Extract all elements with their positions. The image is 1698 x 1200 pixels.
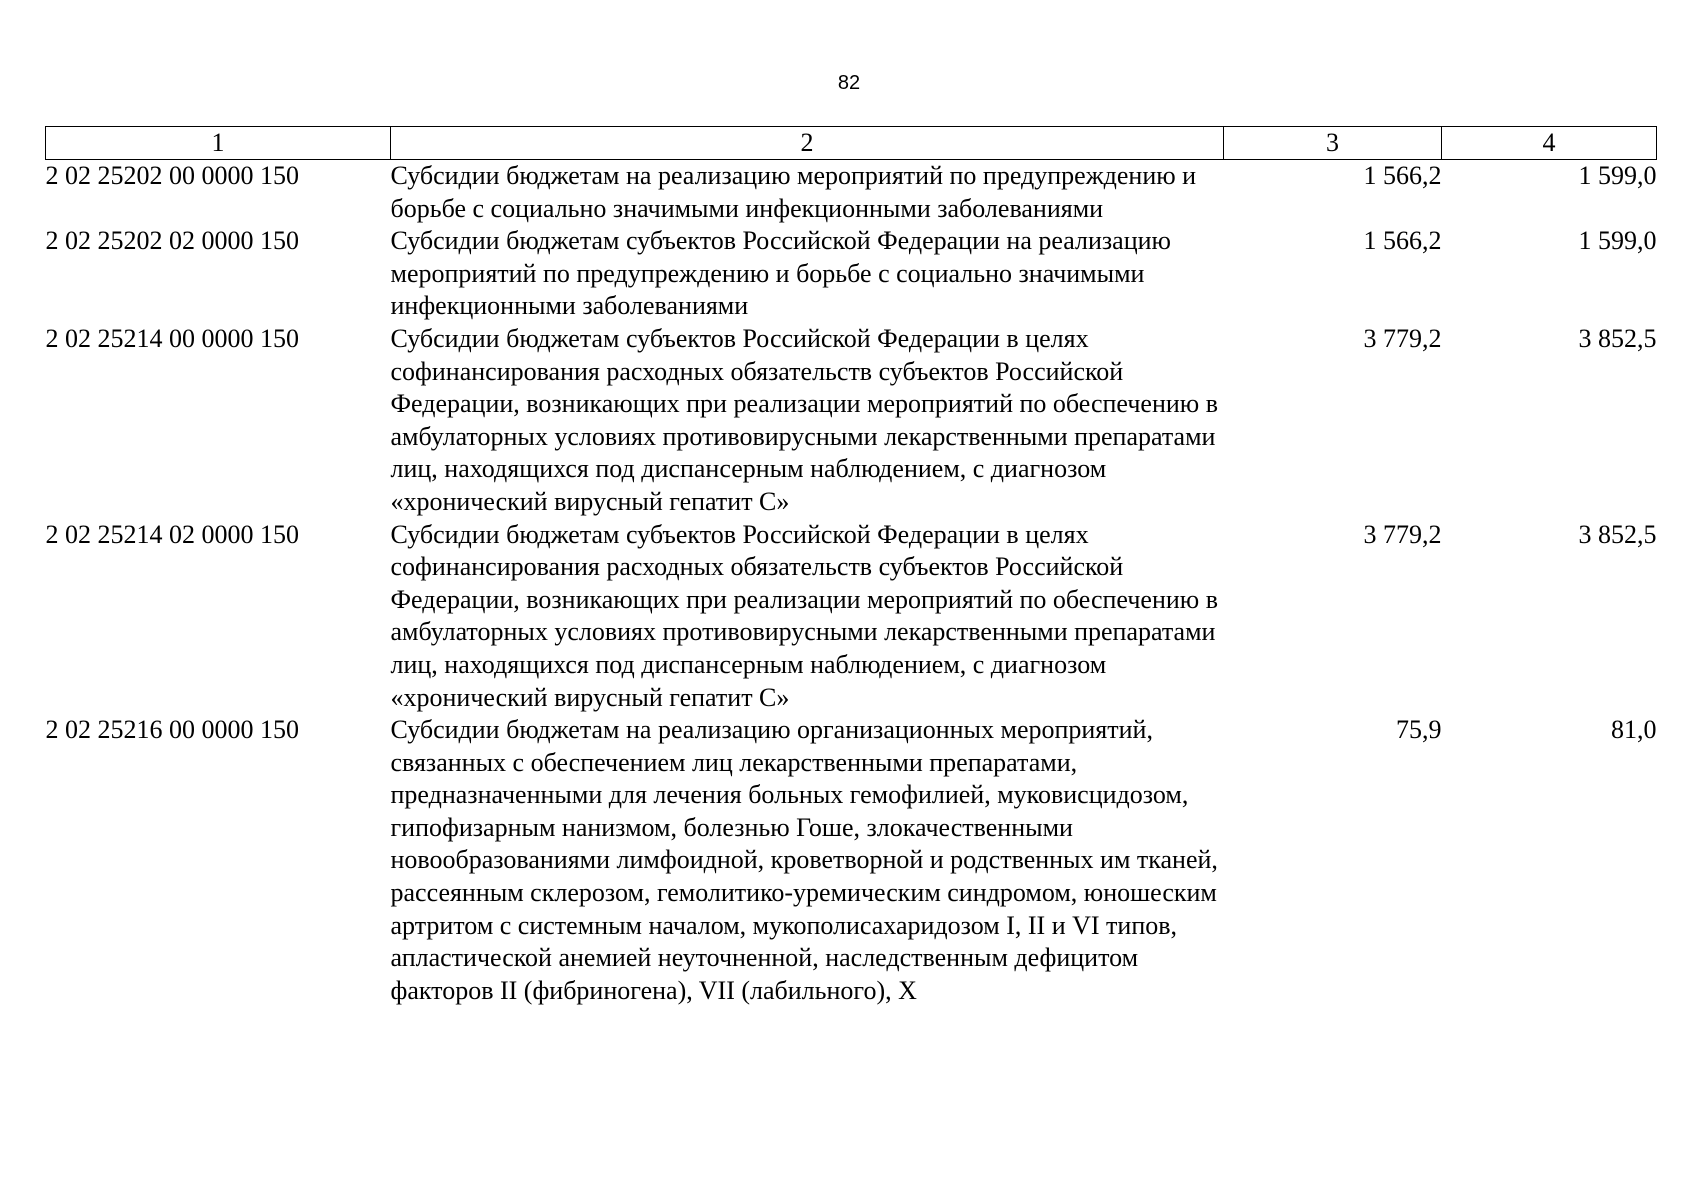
budget-code: 2 02 25214 00 0000 150 [45, 323, 299, 353]
budget-revenue-table [45, 126, 1657, 1007]
budget-code: 2 02 25214 02 0000 150 [45, 519, 299, 549]
amount-column-4: 3 852,5 [1578, 519, 1657, 549]
amount-column-3: 3 779,2 [1363, 519, 1442, 549]
budget-code: 2 02 25202 02 0000 150 [45, 226, 299, 256]
row-description: Субсидии бюджетам субъектов Российской Федерации в целях софинансирования расходных обязательств субъектов Российской Федерации, возникающих при реализации мероприятий по обеспечению в амбулаторных условиях противовирусными лекарственными препаратами лиц, находящихся под диспансерным наблюдением, с диагнозом «хронический вирусный гепатит С» [390, 323, 1218, 516]
row-description: Субсидии бюджетам субъектов Российской Федерации на реализацию мероприятий по предупреждению и борьбе с социально значимыми инфекционными заболеваниями [390, 226, 1171, 321]
amount-column-3: 1 566,2 [1363, 161, 1442, 190]
column-header-4: 4 [1442, 127, 1657, 160]
amount-column-4: 3 852,5 [1578, 323, 1657, 353]
row-description: Субсидии бюджетам на реализацию организационных мероприятий, связанных с обеспечением лиц лекарственными препаратами, предназначенными для лечения больных гемофилией, муковисцидозом, гипофизарным нанизмом, болезнью Гоше, злокачественными новообразованиями лимфоидной, кроветворной и родственных им тканей, рассеянным склерозом, гемолитико-уремическим синдромом, юношеским артритом с системным началом, мукополисахаридозом I, II и VI типов, апластической анемией неуточненной, наследственным дефицитом факторов II (фибриногена), VII (лабильного), X [390, 715, 1218, 1005]
table-row [46, 519, 1657, 715]
column-header-1: 1 [46, 127, 391, 160]
row-description: Субсидии бюджетам субъектов Российской Федерации в целях софинансирования расходных обязательств субъектов Российской Федерации, возникающих при реализации мероприятий по обеспечению в амбулаторных условиях противовирусными лекарственными препаратами лиц, находящихся под диспансерным наблюдением, с диагнозом «хронический вирусный гепатит С» [390, 519, 1218, 712]
budget-code: 2 02 25202 00 0000 150 [45, 161, 299, 190]
amount-column-4: 1 599,0 [1578, 226, 1657, 256]
amount-column-3: 75,9 [1396, 715, 1442, 745]
budget-code: 2 02 25216 00 0000 150 [45, 715, 299, 745]
row-description: Субсидии бюджетам на реализацию мероприятий по предупреждению и борьбе с социально значимыми инфекционными заболеваниями [390, 161, 1197, 223]
table-header-row [46, 127, 1657, 160]
amount-column-4: 1 599,0 [1578, 161, 1657, 190]
table-row [46, 714, 1657, 1007]
column-header-3: 3 [1224, 127, 1442, 160]
amount-column-3: 1 566,2 [1363, 226, 1442, 256]
amount-column-3: 3 779,2 [1363, 323, 1442, 353]
column-header-2: 2 [391, 127, 1224, 160]
amount-column-4: 81,0 [1611, 715, 1657, 745]
table-row [46, 323, 1657, 519]
table-row [46, 225, 1657, 323]
page-number: 82 [837, 72, 861, 94]
table-row [46, 160, 1657, 226]
